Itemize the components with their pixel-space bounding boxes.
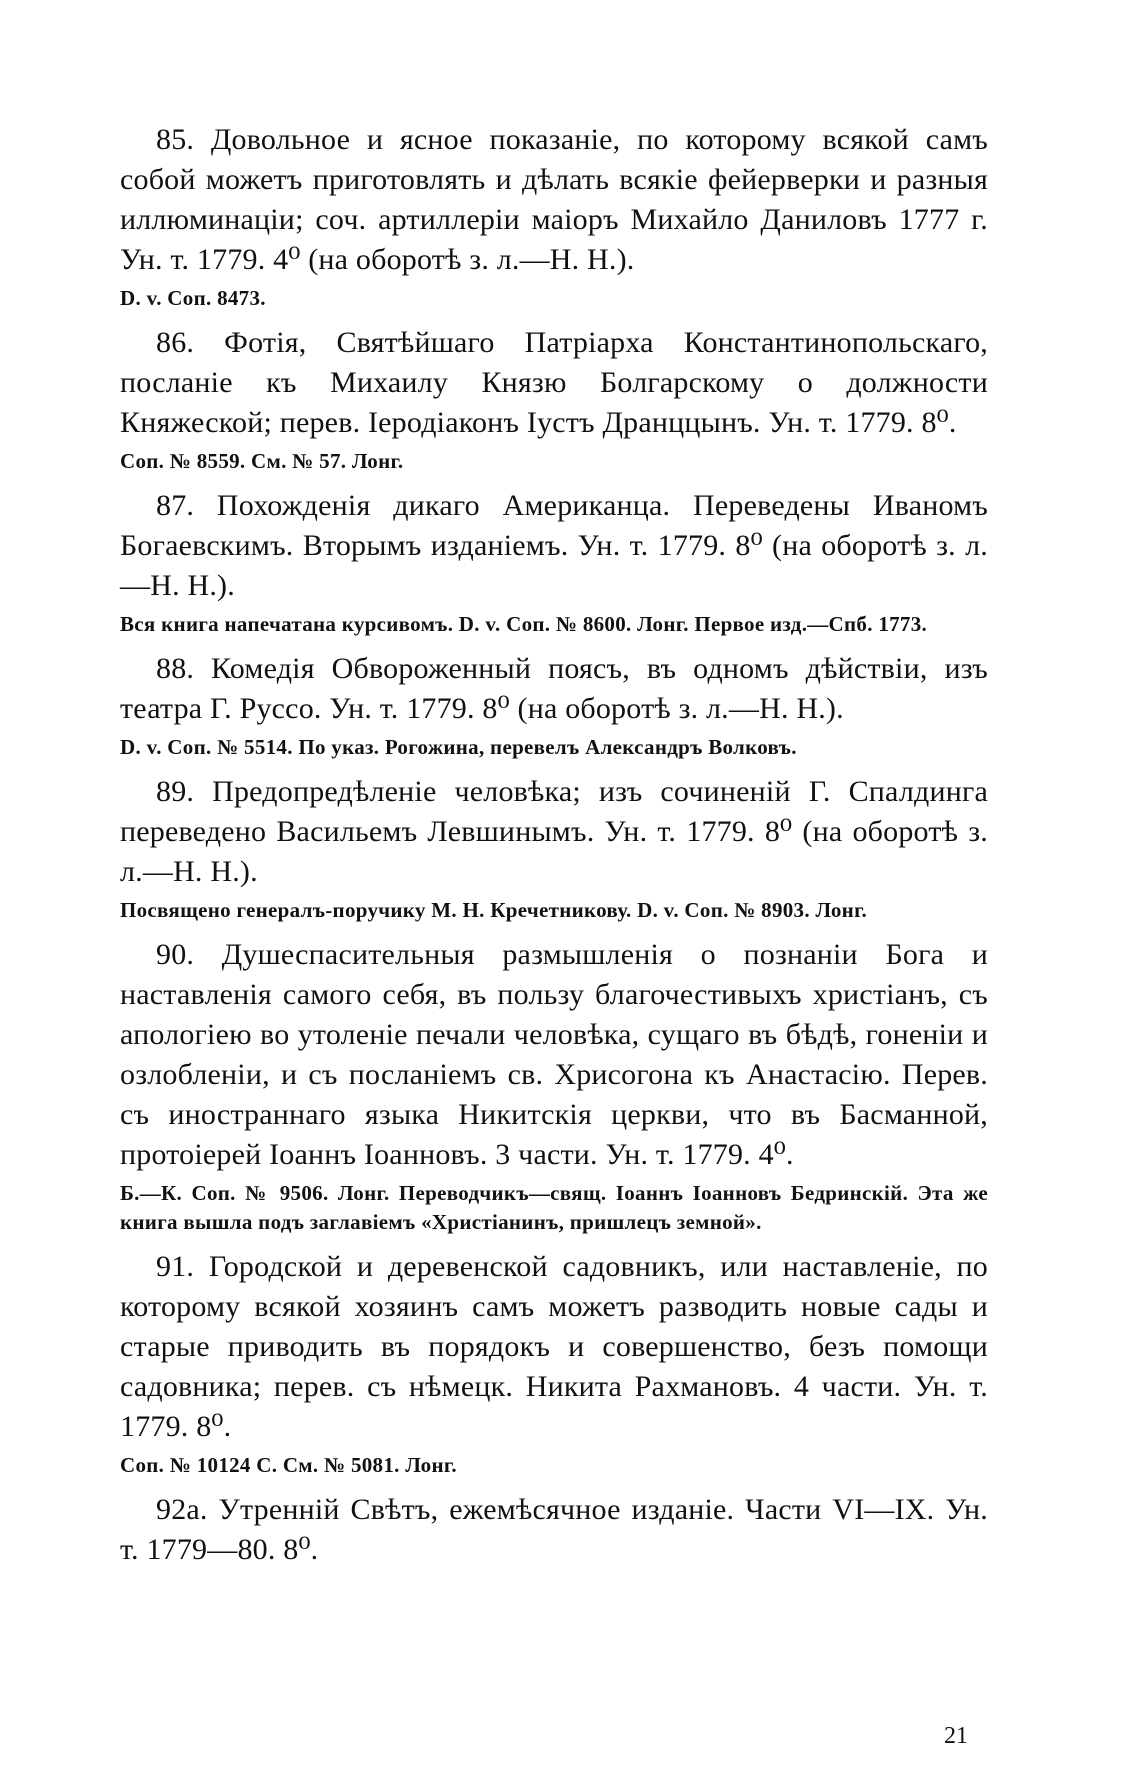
entry-88 [120, 649, 988, 762]
page-number: 21 [944, 1723, 968, 1749]
entry-note: Вся книга напечатана курсивомъ. D. v. Соп. № 8600. Лонг. Первое изд.—Спб. 1773. [120, 612, 928, 636]
entry-text: 92а. Утренній Свѣтъ, ежемѣсячное изданіе. Части VI—IX. Ун. т. 1779—80. 8⁰. [120, 1493, 988, 1566]
entry-86 [120, 323, 988, 476]
entry-text: 90. Душеспасительныя размышленія о познаніи Бога и наставленія самого себя, въ пользу благочестивыхъ христіанъ, съ апологіею во утоленіе печали человѣка, сущаго въ бѣдѣ, гоненіи и озлобленіи, и съ посланіемъ св. Хрисогона къ Анастасію. Перев. съ иностраннаго языка Никитскія церкви, что въ Басманной, протоіерей Іоаннъ Іоанновъ. 3 части. Ун. т. 1779. 4⁰. [120, 938, 988, 1171]
document-page [120, 120, 988, 1580]
entry-note: Соп. № 10124 С. См. № 5081. Лонг. [120, 1453, 457, 1477]
entry-text: 88. Комедія Обвороженный поясъ, въ одномъ дѣйствіи, изъ театра Г. Руссо. Ун. т. 1779. 8⁰ (на оборотѣ з. л.—Н. Н.). [120, 652, 988, 725]
entry-text: 89. Предопредѣленіе человѣка; изъ сочиненій Г. Спалдинга переведено Васильемъ Левшинымъ. Ун. т. 1779. 8⁰ (на оборотѣ з. л.—Н. Н.). [120, 775, 988, 888]
entry-note: Посвящено генералъ-поручику М. Н. Кречетникову. D. v. Соп. № 8903. Лонг. [120, 898, 868, 922]
entry-85 [120, 120, 988, 313]
entry-text: 85. Довольное и ясное показаніе, по которому всякой самъ собой можетъ приготовлять и дѣлать всякіе фейерверки и разныя иллюминаціи; соч. артиллеріи маіоръ Михайло Даниловъ 1777 г. Ун. т. 1779. 4⁰ (на оборотѣ з. л.—Н. Н.). [120, 123, 988, 276]
entry-89 [120, 772, 988, 925]
entry-note: Соп. № 8559. См. № 57. Лонг. [120, 449, 404, 473]
entry-91 [120, 1247, 988, 1480]
entry-text: 87. Похожденія дикаго Американца. Переведены Иваномъ Богаевскимъ. Вторымъ изданіемъ. Ун. т. 1779. 8⁰ (на оборотѣ з. л.—Н. Н.). [120, 489, 988, 602]
entry-87 [120, 486, 988, 639]
entry-text: 91. Городской и деревенской садовникъ, или наставленіе, по которому всякой хозяинъ самъ можетъ разводить новые сады и старые приводить въ порядокъ и совершенство, безъ помощи садовника; перев. съ нѣмецк. Никита Рахмановъ. 4 части. Ун. т. 1779. 8⁰. [120, 1250, 988, 1443]
entry-note: D. v. Соп. № 5514. По указ. Рогожина, перевелъ Александръ Волковъ. [120, 735, 797, 759]
entry-note: Б.—К. Соп. № 9506. Лонг. Переводчикъ—свящ. Іоаннъ Іоанновъ Бедринскій. Эта же книга вышла подъ заглавіемъ «Христіанинъ, пришлецъ земной». [120, 1181, 988, 1234]
entry-text: 86. Фотія, Святѣйшаго Патріарха Константинопольскаго, посланіе къ Михаилу Князю Болгарскому о должности Княжеской; перев. Іеродіаконъ Іустъ Дранццынъ. Ун. т. 1779. 8⁰. [120, 326, 988, 439]
entry-90 [120, 935, 988, 1237]
entry-92a [120, 1490, 988, 1570]
entry-note: D. v. Соп. 8473. [120, 286, 266, 310]
